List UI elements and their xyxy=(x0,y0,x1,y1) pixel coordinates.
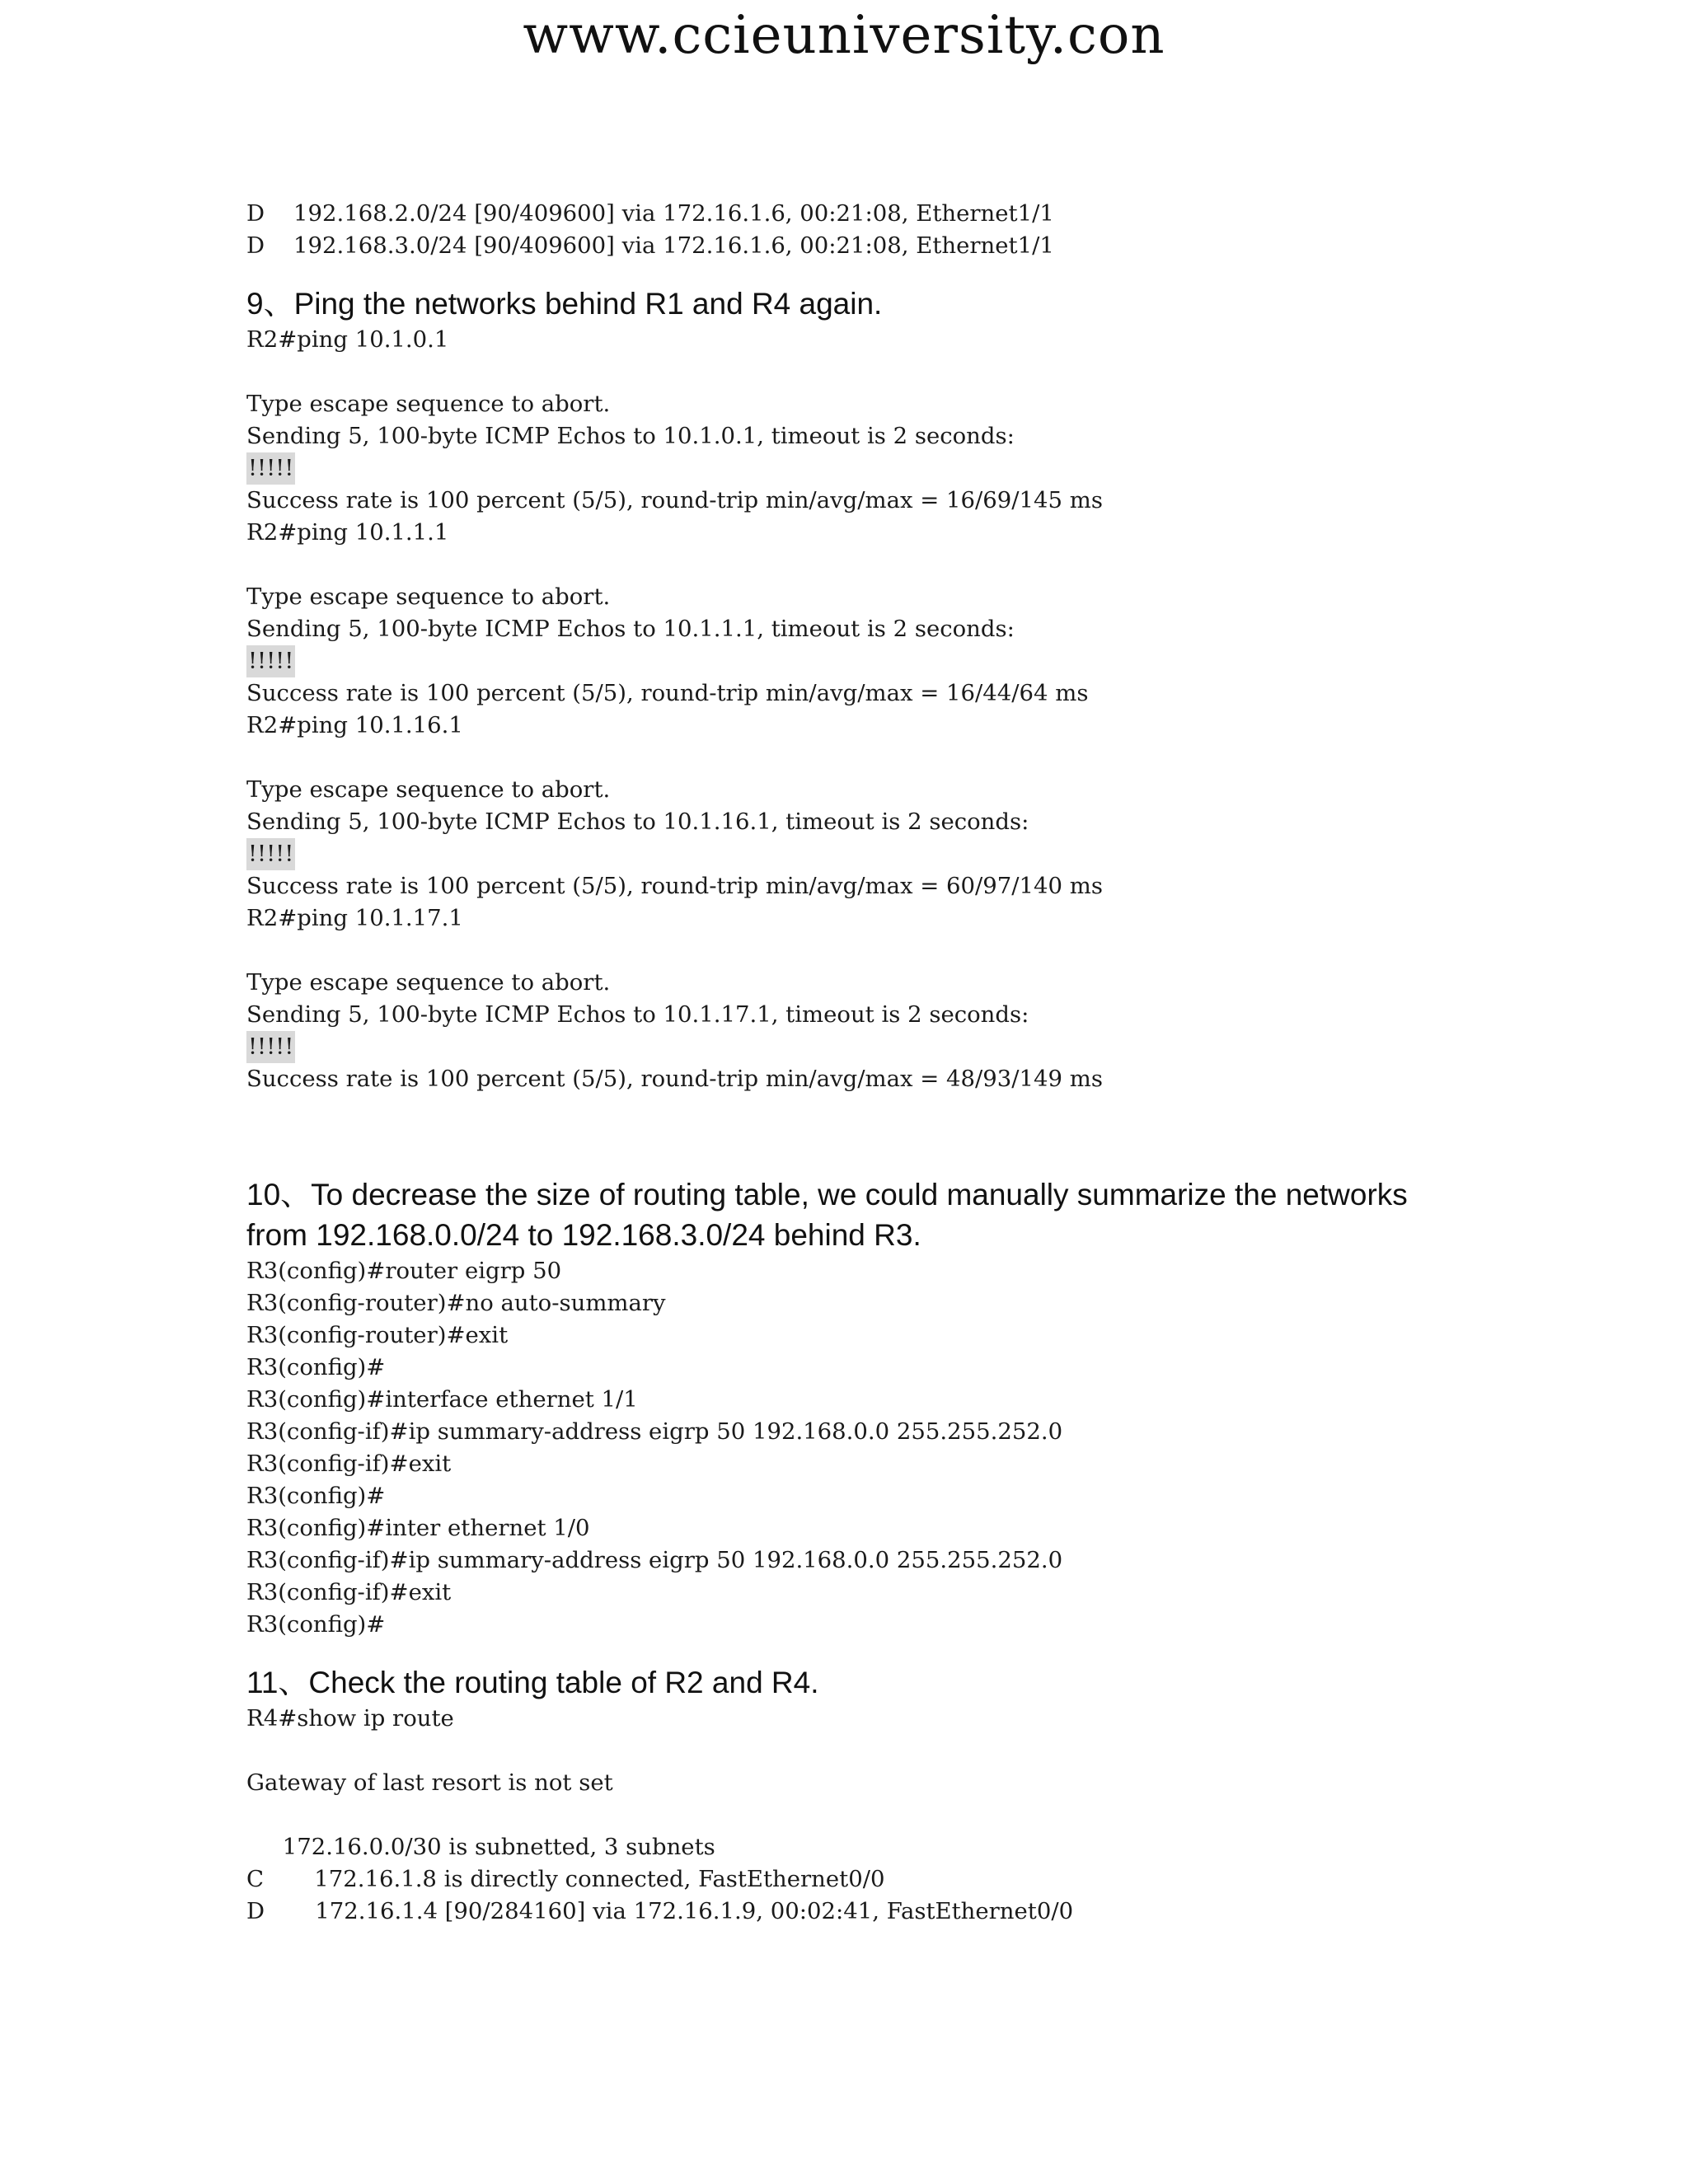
escape-line: Type escape sequence to abort. xyxy=(246,776,611,803)
config-line: R3(config-if)#ip summary-address eigrp 50 192.168.0.0 255.255.252.0 xyxy=(246,1418,1063,1445)
success-line: Success rate is 100 percent (5/5), round-trip min/avg/max = 16/69/145 ms xyxy=(246,487,1103,513)
ping-result: !!!!! xyxy=(246,452,295,485)
ping-command: R2#ping 10.1.17.1 xyxy=(246,905,463,931)
step10-heading-line2: from 192.168.0.0/24 to 192.168.3.0/24 behind R3. xyxy=(246,1218,921,1252)
ping-command: R2#ping 10.1.16.1 xyxy=(246,712,463,738)
show-command: R4#show ip route xyxy=(246,1705,454,1732)
ping-result: !!!!! xyxy=(246,838,295,870)
ping-result: !!!!! xyxy=(246,645,295,677)
step10-heading xyxy=(246,1174,1532,1255)
ping-block-4 xyxy=(246,902,1532,1095)
ping-block-1 xyxy=(246,324,1532,517)
config-line: R3(config-router)#exit xyxy=(246,1322,509,1348)
step11-heading: 11、Check the routing table of R2 and R4. xyxy=(246,1666,819,1699)
ping-command: R2#ping 10.1.1.1 xyxy=(246,519,449,546)
gateway-line: Gateway of last resort is not set xyxy=(246,1769,613,1796)
step10-heading-line1: 10、To decrease the size of routing table, we could manually summarize the networks xyxy=(246,1178,1408,1212)
config-line: R3(config-if)#exit xyxy=(246,1579,452,1605)
route-line: D 192.168.2.0/24 [90/409600] via 172.16.1.6, 00:21:08, Ethernet1/1 xyxy=(246,200,1054,227)
ping-result: !!!!! xyxy=(246,1031,295,1063)
sending-line: Sending 5, 100-byte ICMP Echos to 10.1.1.1, timeout is 2 seconds: xyxy=(246,616,1015,642)
top-routes xyxy=(246,198,1532,262)
escape-line: Type escape sequence to abort. xyxy=(246,391,611,417)
config-line: R3(config-if)#exit xyxy=(246,1451,452,1477)
config-line: R3(config-router)#no auto-summary xyxy=(246,1290,666,1316)
success-line: Success rate is 100 percent (5/5), round-trip min/avg/max = 16/44/64 ms xyxy=(246,680,1089,706)
success-line: Success rate is 100 percent (5/5), round-trip min/avg/max = 60/97/140 ms xyxy=(246,873,1103,899)
route-line: 172.16.0.0/30 is subnetted, 3 subnets xyxy=(246,1834,715,1860)
sending-line: Sending 5, 100-byte ICMP Echos to 10.1.16.1, timeout is 2 seconds: xyxy=(246,808,1029,835)
sending-line: Sending 5, 100-byte ICMP Echos to 10.1.17.1, timeout is 2 seconds: xyxy=(246,1001,1029,1028)
route-line: D 172.16.1.4 [90/284160] via 172.16.1.9, 00:02:41, FastEthernet0/0 xyxy=(246,1898,1074,1924)
r4-route-block xyxy=(246,1703,1532,1928)
ping-block-3 xyxy=(246,710,1532,902)
escape-line: Type escape sequence to abort. xyxy=(246,969,611,996)
config-line: R3(config)#interface ethernet 1/1 xyxy=(246,1386,638,1413)
sending-line: Sending 5, 100-byte ICMP Echos to 10.1.0.1, timeout is 2 seconds: xyxy=(246,423,1015,449)
config-line: R3(config)# xyxy=(246,1354,386,1380)
config-line: R3(config)# xyxy=(246,1483,386,1509)
escape-line: Type escape sequence to abort. xyxy=(246,583,611,610)
success-line: Success rate is 100 percent (5/5), round-trip min/avg/max = 48/93/149 ms xyxy=(246,1066,1103,1092)
step9-heading: 9、Ping the networks behind R1 and R4 again. xyxy=(246,287,883,321)
ping-command: R2#ping 10.1.0.1 xyxy=(246,326,449,353)
r3-config-block xyxy=(246,1255,1532,1641)
config-line: R3(config)#router eigrp 50 xyxy=(246,1258,562,1284)
config-line: R3(config)# xyxy=(246,1611,386,1638)
config-line: R3(config)#inter ethernet 1/0 xyxy=(246,1515,590,1541)
config-line: R3(config-if)#ip summary-address eigrp 50 192.168.0.0 255.255.252.0 xyxy=(246,1547,1063,1573)
document-body xyxy=(246,198,1532,1928)
route-line: C 172.16.1.8 is directly connected, FastEthernet0/0 xyxy=(246,1866,885,1892)
site-header: www.ccieuniversity.con xyxy=(523,5,1165,66)
route-line: D 192.168.3.0/24 [90/409600] via 172.16.1.6, 00:21:08, Ethernet1/1 xyxy=(246,232,1054,259)
ping-block-2 xyxy=(246,517,1532,710)
